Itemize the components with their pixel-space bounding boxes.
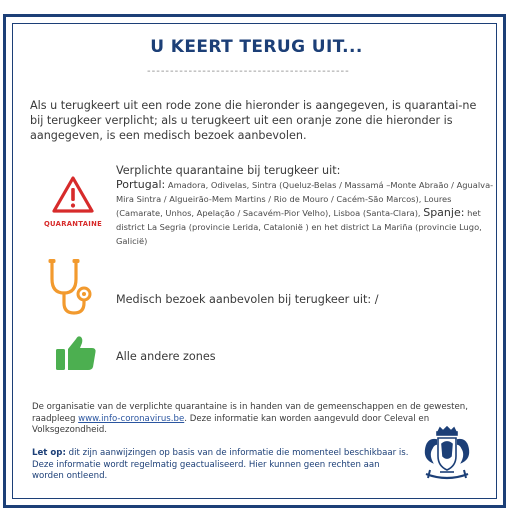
intro-paragraph: Als u terugkeert uit een rode zone die hieronder is aangegeven, is quarantai-ne bij terugkeer verplicht; als u terugkeert uit een oranje zone die hieronder is aangegeven, is een medisch bezoek aanbevolen. <box>30 99 477 142</box>
page-title: U KEERT TERUG UIT... <box>150 37 363 57</box>
medical-visit-text: Medisch bezoek aanbevolen bij terugkeer uit: / <box>116 293 379 306</box>
disclaimer-note <box>32 448 412 483</box>
organisation-note <box>32 402 472 437</box>
organisation-text-start: De organisatie van de verplichte quarantaine is in handen van de gemeenschappen en de gewesten, raadpleeg <box>32 402 468 424</box>
info-coronavirus-link[interactable]: www.info-coronavirus.be <box>78 413 185 424</box>
thumbs-up-icon <box>54 334 98 376</box>
country-spain: Spanje: <box>423 206 465 219</box>
disclaimer-text: dit zijn aanwijzingen op basis van de informatie die momenteel beschikbaar is. Deze informatie wordt regelmatig geactualiseerd. Hier kunnen geen rechten aan worden ontleend. <box>32 448 409 481</box>
quarantine-label: QUARANTAINE <box>43 220 103 228</box>
disclaimer-label: Let op: <box>32 448 66 458</box>
belgian-coat-of-arms-icon <box>418 426 476 488</box>
quarantine-zones <box>116 178 496 248</box>
stethoscope-icon <box>44 257 96 323</box>
country-portugal: Portugal: <box>116 178 166 191</box>
quarantine-heading: Verplichte quarantaine bij terugkeer uit: <box>116 164 341 177</box>
quarantine-badge <box>40 175 106 228</box>
portugal-zones: Amadora, Odivelas, Sintra (Queluz-Belas / Massamá –Monte Abraão / Agualva-Mira Sintra / Algueirão-Mem Martins / Rio de Mouro / Cacém-São Marcos), Loures (Camarate, Unhos, Apelação / Sacavém-Pior Velho), Lisboa (Santa-Clara), <box>116 180 494 218</box>
quarantine-section <box>116 163 496 248</box>
organisation-text-end: . Deze informatie kan worden aangevuld door Celeval en Volksgezondheid. <box>32 413 430 435</box>
other-zones-text: Alle andere zones <box>116 350 216 363</box>
warning-triangle-icon <box>51 175 95 215</box>
title-divider: -------------------------------------------- <box>147 66 350 77</box>
spain-zones: het district La Segria (provincie Lerida, Catalonië ) en het district La Mariña (provincie Lugo, Galicië) <box>116 208 482 246</box>
